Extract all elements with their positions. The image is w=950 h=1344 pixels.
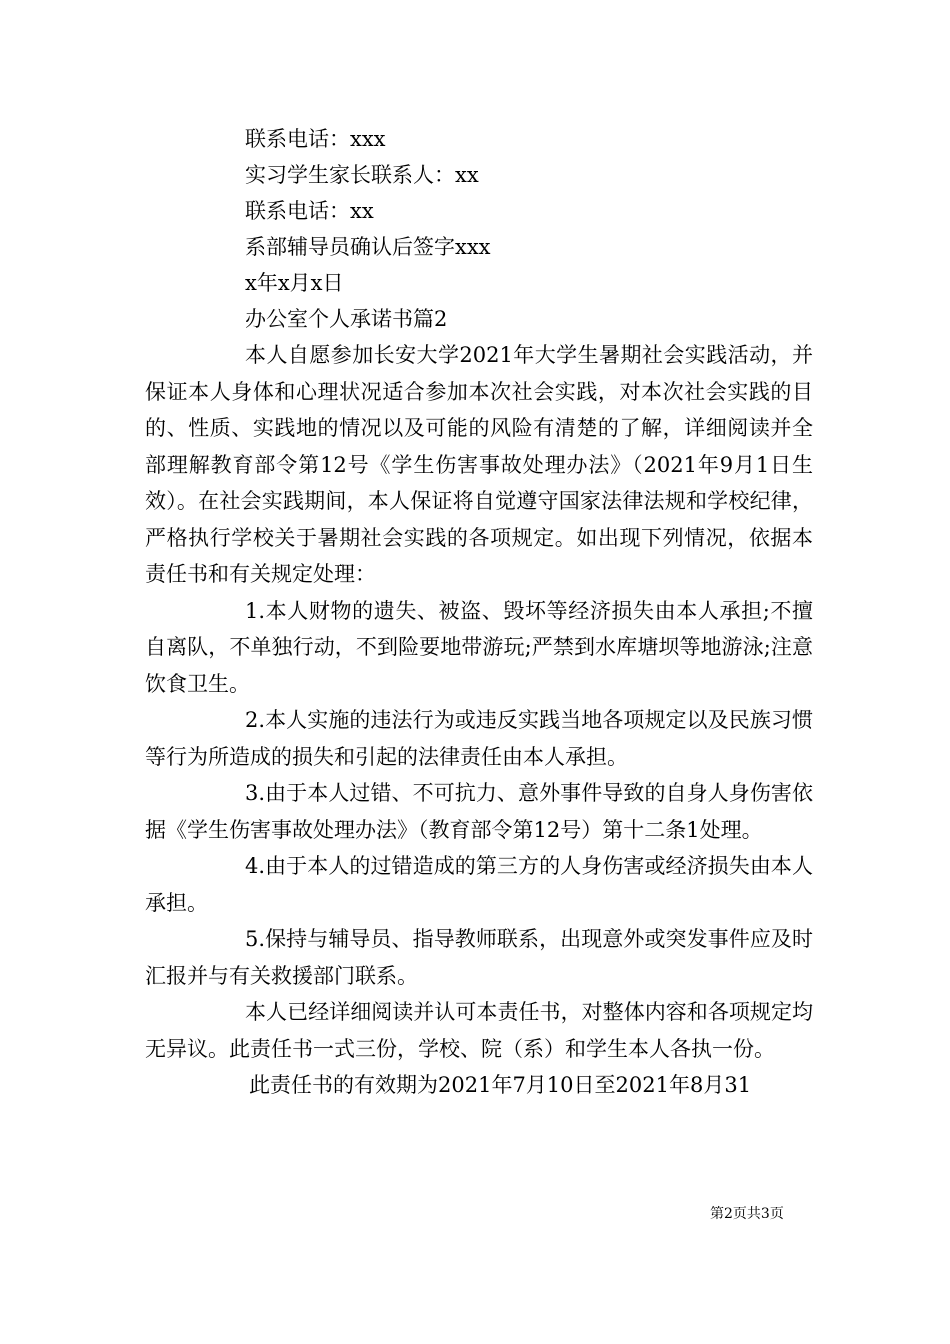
paragraph-validity: 此责任书的有效期为2021年7月10日至2021年8月31 — [249, 1073, 752, 1097]
paragraph-item-2: 2.本人实施的违法行为或违反实践当地各项规定以及民族习惯等行为所造成的损失和引起的法律责任由本人承担。 — [145, 708, 813, 769]
paragraph-intro: 本人自愿参加长安大学2021年大学生暑期社会实践活动，并保证本人身体和心理状况适合参加本次社会实践，对本次社会实践的目的、性质、实践地的情况以及可能的风险有清楚的了解，详细阅读并全部理解教育部令第12号《学生伤害事故处理办法》（2021年9月1日生效）。在社会实践期间，本人保证将自觉遵守国家法律法规和学校纪律，严格执行学校关于暑期社会实践的各项规定。如出现下列情况，依据本责任书和有关规定处理： — [145, 343, 813, 586]
document-body — [145, 121, 813, 1104]
paragraph-acknowledgement: 本人已经详细阅读并认可本责任书，对整体内容和各项规定均无异议。此责任书一式三份，学校、院（系）和学生本人各执一份。 — [145, 1000, 813, 1061]
parent-contact: 实习学生家长联系人：xx — [245, 163, 479, 187]
paragraph-item-4: 4.由于本人的过错造成的第三方的人身伤害或经济损失由本人承担。 — [145, 854, 813, 915]
section-title: 办公室个人承诺书篇2 — [245, 307, 448, 331]
page-number: 第2页共3页 — [710, 1206, 784, 1222]
sign-date: x年x月x日 — [245, 271, 344, 295]
contact-phone-1: 联系电话：xxx — [245, 127, 386, 151]
counselor-signature: 系部辅导员确认后签字xxx — [245, 235, 491, 259]
paragraph-item-3: 3.由于本人过错、不可抗力、意外事件导致的自身人身伤害依据《学生伤害事故处理办法》（教育部令第12号）第十二条1处理。 — [145, 781, 813, 842]
paragraph-item-1: 1.本人财物的遗失、被盗、毁坏等经济损失由本人承担;不擅自离队，不单独行动，不到险要地带游玩;严禁到水库塘坝等地游泳;注意饮食卫生。 — [145, 598, 813, 696]
contact-phone-2: 联系电话：xx — [245, 199, 374, 223]
paragraph-item-5: 5.保持与辅导员、指导教师联系，出现意外或突发事件应及时汇报并与有关救援部门联系。 — [145, 927, 813, 988]
